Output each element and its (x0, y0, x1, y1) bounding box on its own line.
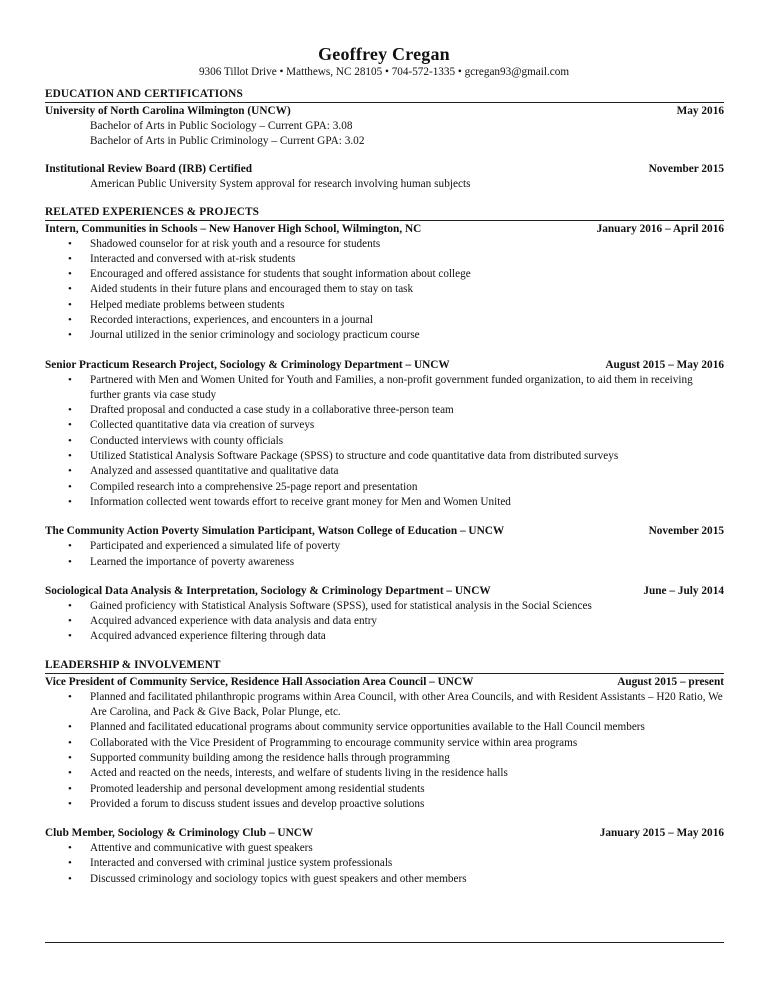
bullet-icon: • (68, 268, 72, 281)
bullet-icon: • (68, 329, 72, 342)
bullet-icon: • (68, 313, 72, 326)
list-item: • Collected quantitative data via creation of surveys (45, 418, 724, 433)
leadership-entry (45, 675, 724, 812)
bullet-list (45, 690, 724, 812)
bullet-icon: • (68, 599, 72, 612)
contact-line: 9306 Tillot Drive • Matthews, NC 28105 • 704-572-1335 • gcregan93@gmail.com (198, 66, 570, 78)
list-item: • Gained proficiency with Statistical Analysis Software (SPSS), used for statistical analysis in the Social Sciences (45, 599, 724, 614)
list-item: • Interacted and conversed with at-risk students (45, 252, 724, 267)
bullet-icon: • (68, 450, 72, 463)
list-item: • Journal utilized in the senior criminology and sociology practicum course (45, 328, 724, 343)
entry-title: Club Member, Sociology & Criminology Club – UNCW (45, 827, 314, 840)
list-item: • Supported community building among the residence halls through programming (45, 751, 724, 766)
bullet-icon: • (68, 252, 72, 265)
bullet-icon: • (68, 872, 72, 885)
list-item: • Conducted interviews with county officials (45, 434, 724, 449)
leadership-entry (45, 826, 724, 887)
bullet-icon: • (68, 465, 72, 478)
section-title-experience: RELATED EXPERIENCES & PROJECTS (45, 206, 724, 221)
list-item: • Participated and experienced a simulated life of poverty (45, 539, 724, 554)
list-item: • Utilized Statistical Analysis Software Package (SPSS) to structure and code quantitative data from distributed surveys (45, 449, 724, 464)
list-item: • Aided students in their future plans and encouraged them to stay on task (45, 282, 724, 297)
bullet-icon: • (68, 767, 72, 780)
entry-date: January 2016 – April 2016 (596, 222, 724, 235)
entry-date: August 2015 – May 2016 (605, 358, 724, 371)
bullet-icon: • (68, 480, 72, 493)
entry-date: June – July 2014 (643, 584, 724, 597)
list-item: • Learned the importance of poverty awareness (45, 555, 724, 570)
entry-date: November 2015 (648, 163, 724, 175)
bullet-icon: • (68, 857, 72, 870)
education-entry (45, 104, 724, 148)
experience-entry (45, 584, 724, 645)
degree-line: Bachelor of Arts in Public Sociology – Current GPA: 3.08 (90, 120, 353, 132)
entry-title: Senior Practicum Research Project, Sociology & Criminology Department – UNCW (45, 358, 450, 371)
list-item: • Compiled research into a comprehensive 25-page report and presentation (45, 480, 724, 495)
experience-entry (45, 222, 724, 344)
resume-body (45, 88, 724, 887)
bullet-icon: • (68, 721, 72, 734)
bullet-icon: • (68, 237, 72, 250)
entry-title: University of North Carolina Wilmington (UNCW) (45, 105, 291, 117)
list-item: • Acquired advanced experience filtering through data (45, 629, 724, 644)
bullet-icon: • (68, 751, 72, 764)
list-item: • Collaborated with the Vice President of Programming to encourage community service within area programs (45, 736, 724, 751)
list-item: • Helped mediate problems between students (45, 298, 724, 313)
bullet-icon: • (68, 797, 72, 810)
bullet-icon: • (68, 419, 72, 432)
bullet-icon: • (68, 298, 72, 311)
list-item: • Recorded interactions, experiences, and encounters in a journal (45, 313, 724, 328)
bullet-icon: • (68, 630, 72, 643)
certification-entry (45, 162, 724, 192)
list-item: • Analyzed and assessed quantitative and qualitative data (45, 464, 724, 479)
bullet-icon: • (68, 283, 72, 296)
bullet-icon: • (68, 690, 72, 703)
bullet-icon: • (68, 404, 72, 417)
bullet-icon: • (68, 615, 72, 628)
list-item: • Attentive and communicative with guest speakers (45, 841, 724, 856)
degree-line: Bachelor of Arts in Public Criminology – Current GPA: 3.02 (90, 134, 365, 147)
entry-title: Sociological Data Analysis & Interpretation, Sociology & Criminology Department – UNCW (45, 584, 491, 597)
bullet-icon: • (68, 373, 72, 386)
bullet-list (45, 237, 724, 344)
list-item: • Acted and reacted on the needs, interests, and welfare of students living in the residence halls (45, 766, 724, 781)
list-item: • Interacted and conversed with criminal justice system professionals (45, 856, 724, 871)
list-item: • Information collected went towards effort to receive grant money for Men and Women United (45, 495, 724, 510)
section-title-education: EDUCATION AND CERTIFICATIONS (45, 88, 724, 103)
experience-entry (45, 524, 724, 570)
bullet-list (45, 373, 724, 511)
bullet-list (45, 841, 724, 887)
list-item: • Promoted leadership and personal development among residential students (45, 782, 724, 797)
bullet-icon: • (68, 736, 72, 749)
bullet-icon: • (68, 540, 72, 553)
list-item: • Acquired advanced experience with data analysis and data entry (45, 614, 724, 629)
section-title-leadership: LEADERSHIP & INVOLVEMENT (45, 659, 724, 674)
bullet-list (45, 539, 724, 570)
list-item: • Discussed criminology and sociology topics with guest speakers and other members (45, 872, 724, 887)
list-item: • Encouraged and offered assistance for students that sought information about college (45, 267, 724, 282)
bullet-list (45, 599, 724, 645)
certification-line: American Public University System approval for research involving human subjects (90, 178, 471, 190)
list-item: • Partnered with Men and Women United for Youth and Families, a non-profit government funded organization, to aid them in receiving further grants via case study (68, 373, 693, 401)
footer-divider (45, 942, 724, 943)
bullet-icon: • (68, 434, 72, 447)
bullet-icon: • (68, 842, 72, 855)
entry-title: Intern, Communities in Schools – New Hanover High School, Wilmington, NC (45, 222, 422, 235)
list-item: • Planned and facilitated philanthropic programs within Area Council, with other Area Councils, and with Resident Assistants – H20 Ratio, We Are Carolina, and Pack & Give Back, Polar Plunge, etc. (68, 690, 723, 719)
candidate-name: Geoffrey Cregan (318, 44, 450, 64)
entry-title: Institutional Review Board (IRB) Certified (45, 163, 253, 175)
experience-entry (45, 358, 724, 511)
list-item: • Drafted proposal and conducted a case study in a collaborative three-person team (45, 403, 724, 418)
entry-date: August 2015 – present (617, 675, 724, 688)
entry-title: Vice President of Community Service, Residence Hall Association Area Council – UNCW (45, 675, 474, 688)
entry-date: January 2015 – May 2016 (599, 827, 724, 840)
entry-date: May 2016 (676, 105, 724, 117)
bullet-icon: • (68, 782, 72, 795)
bullet-icon: • (68, 555, 72, 568)
list-item: • Shadowed counselor for at risk youth and a resource for students (45, 237, 724, 252)
bullet-icon: • (68, 495, 72, 508)
entry-date: November 2015 (648, 525, 724, 538)
entry-title: The Community Action Poverty Simulation Participant, Watson College of Education – UNCW (45, 525, 505, 538)
list-item: • Planned and facilitated educational programs about community service opportunities available to the Hall Council members (45, 720, 724, 735)
list-item: • Provided a forum to discuss student issues and develop proactive solutions (45, 797, 724, 812)
